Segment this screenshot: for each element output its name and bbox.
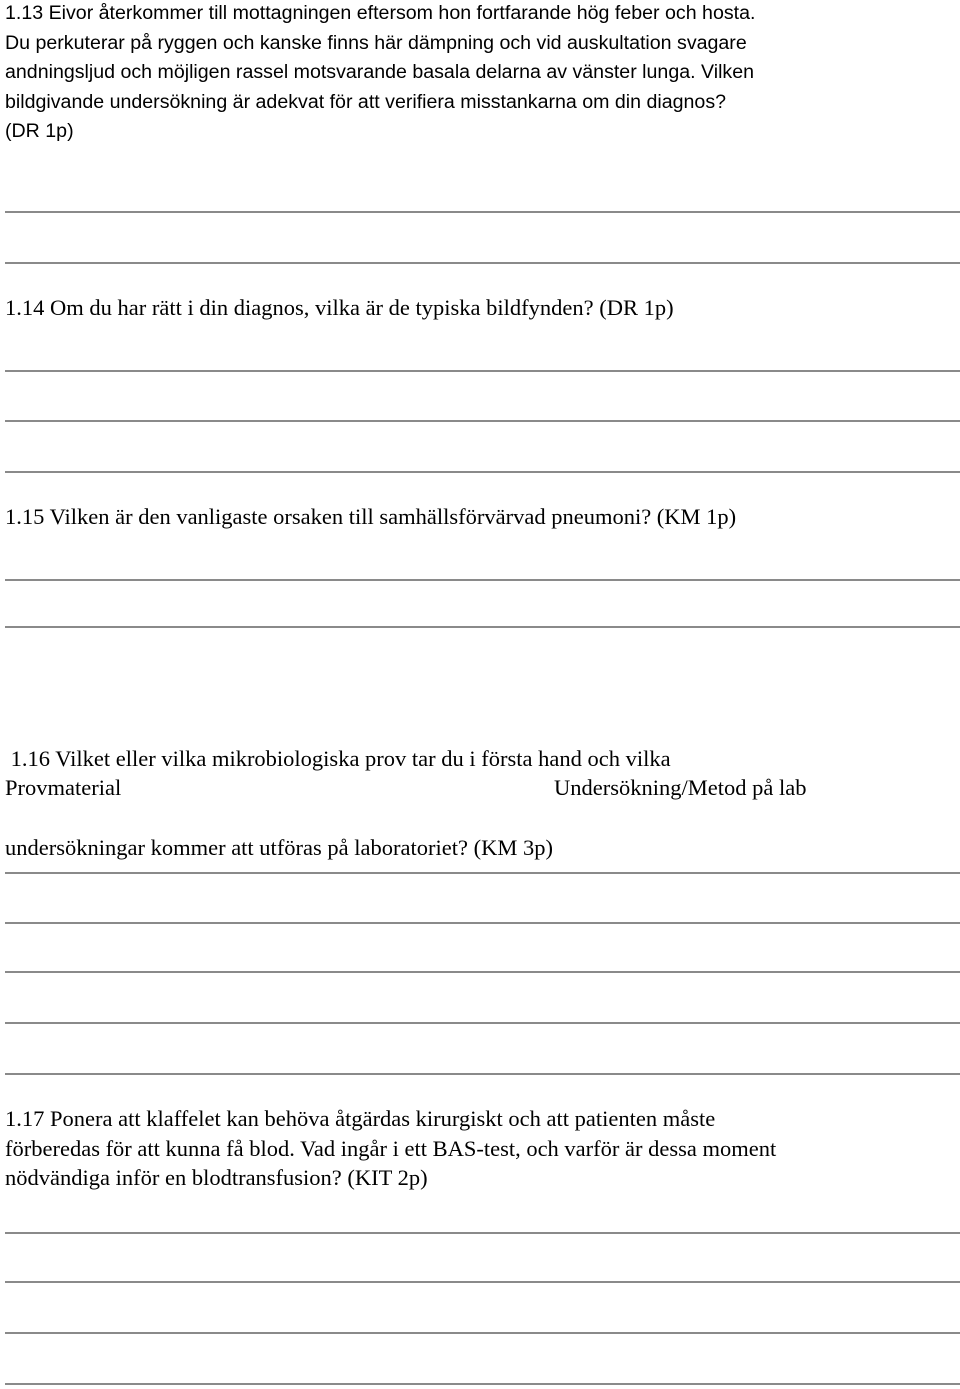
question-1-17 xyxy=(5,1104,955,1193)
answer-line[interactable] xyxy=(5,262,960,264)
answer-line[interactable] xyxy=(5,1022,960,1024)
answer-line[interactable] xyxy=(5,1332,960,1334)
question-1-13-line: 1.13 Eivor återkommer till mottagningen eftersom hon fortfarande hög feber och hosta. xyxy=(5,2,756,24)
answer-line[interactable] xyxy=(5,626,960,628)
question-1-13-line: andningsljud och möjligen rassel motsvarande basala delarna av vänster lunga. Vilken xyxy=(5,61,755,83)
question-1-13-line: (DR 1p) xyxy=(5,120,74,142)
question-1-17-line: 1.17 Ponera att klaffelet kan behöva åtgärdas kirurgiskt och att patienten måste xyxy=(5,1106,716,1131)
question-1-15-text: 1.15 Vilken är den vanligaste orsaken till samhällsförvärvad pneumoni? (KM 1p) xyxy=(5,504,737,529)
answer-line[interactable] xyxy=(5,1232,960,1234)
question-1-16-line: 1.16 Vilket eller vilka mikrobiologiska prov tar du i första hand och vilka xyxy=(5,746,671,771)
question-1-14-text: 1.14 Om du har rätt i din diagnos, vilka är de typiska bildfynden? (DR 1p) xyxy=(5,295,674,320)
answer-line[interactable] xyxy=(5,211,960,213)
answer-line[interactable] xyxy=(5,579,960,581)
question-1-13 xyxy=(5,0,955,147)
answer-line[interactable] xyxy=(5,471,960,473)
answer-line[interactable] xyxy=(5,1383,960,1385)
answer-line[interactable] xyxy=(5,1073,960,1075)
column-label-undersokning: Undersökning/Metod på lab xyxy=(554,775,807,800)
question-1-15 xyxy=(5,502,955,532)
answer-line[interactable] xyxy=(5,370,960,372)
answer-line[interactable] xyxy=(5,922,960,924)
question-1-16-line: undersökningar kommer att utföras på laboratoriet? (KM 3p) xyxy=(5,834,553,860)
answer-line[interactable] xyxy=(5,872,960,874)
question-1-16 xyxy=(5,685,955,921)
question-1-17-line: förberedas för att kunna få blod. Vad ingår i ett BAS-test, och varför är dessa moment xyxy=(5,1135,777,1161)
question-1-17-line: nödvändiga inför en blodtransfusion? (KIT 2p) xyxy=(5,1165,428,1190)
question-1-14 xyxy=(5,293,955,323)
question-1-13-line: bildgivande undersökning är adekvat för att verifiera misstankarna om din diagnos? xyxy=(5,90,727,113)
question-1-13-line: Du perkuterar på ryggen och kanske finns här dämpning och vid auskultation svagare xyxy=(5,31,747,54)
column-label-provmaterial: Provmaterial xyxy=(5,775,122,800)
answer-line[interactable] xyxy=(5,1281,960,1283)
answer-line[interactable] xyxy=(5,971,960,973)
answer-line[interactable] xyxy=(5,420,960,422)
